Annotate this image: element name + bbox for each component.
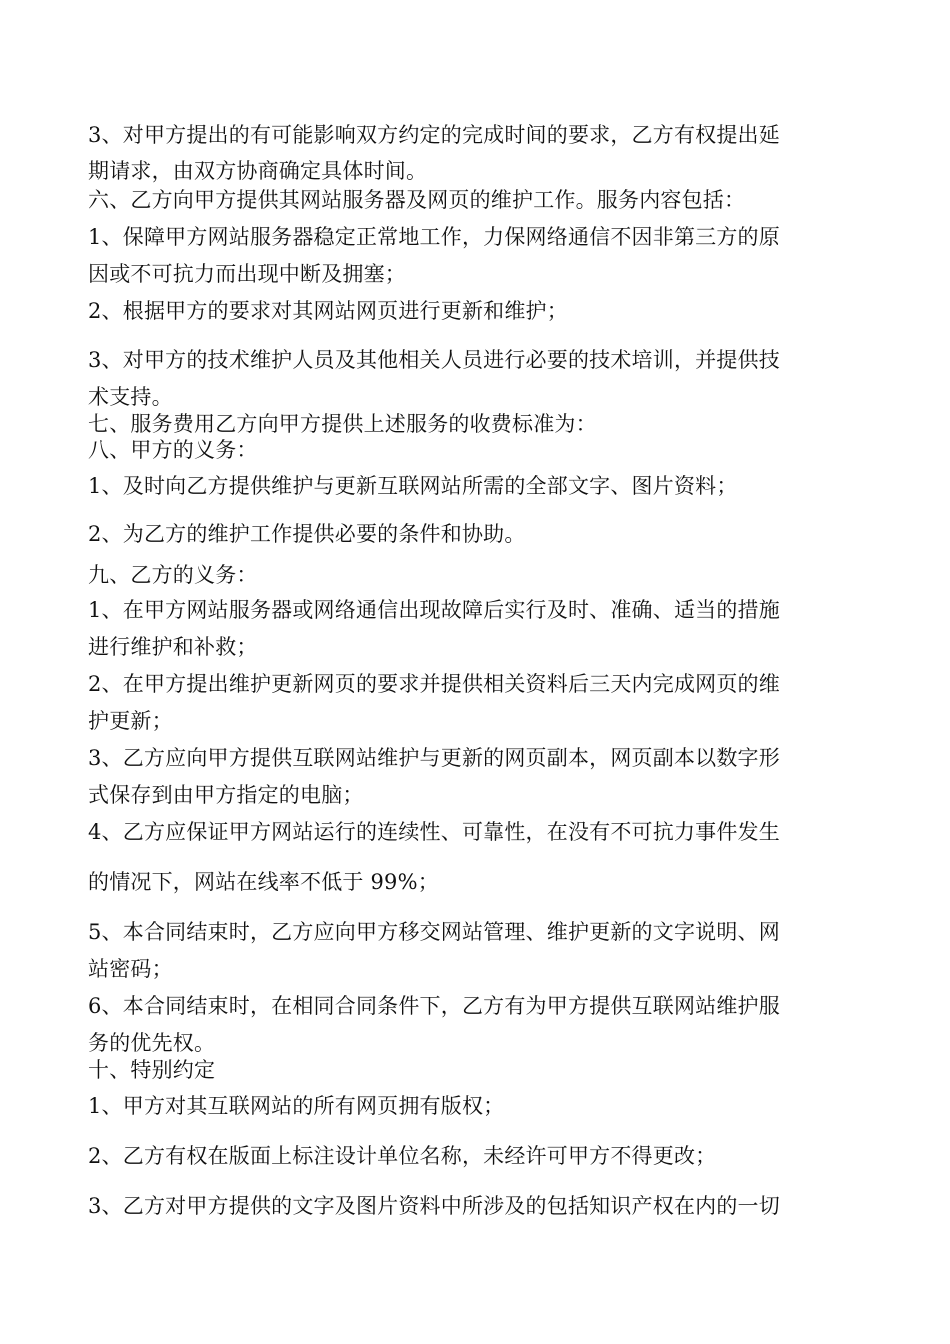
text-line: 3、对甲方的技术维护人员及其他相关人员进行必要的技术培训，并提供技 <box>88 348 780 372</box>
text-line: 的情况下，网站在线率不低于 99%； <box>88 870 439 894</box>
text-line: 站密码； <box>88 957 173 981</box>
text-line: 4、乙方应保证甲方网站运行的连续性、可靠性，在没有不可抗力事件发生 <box>88 820 780 844</box>
section-heading: 六、乙方向甲方提供其网站服务器及网页的维护工作。服务内容包括： <box>88 188 746 212</box>
text-line: 1、保障甲方网站服务器稳定正常地工作，力保网络通信不因非第三方的原 <box>88 225 780 249</box>
text-line: 5、本合同结束时，乙方应向甲方移交网站管理、维护更新的文字说明、网 <box>88 920 780 944</box>
text-line: 务的优先权。 <box>88 1031 216 1055</box>
text-line: 2、乙方有权在版面上标注设计单位名称，未经许可甲方不得更改； <box>88 1144 717 1168</box>
text-line: 6、本合同结束时，在相同合同条件下，乙方有为甲方提供互联网站维护服 <box>88 994 780 1018</box>
text-line: 术支持。 <box>88 385 173 409</box>
text-line: 进行维护和补救； <box>88 635 258 659</box>
text-line: 3、乙方应向甲方提供互联网站维护与更新的网页副本，网页副本以数字形 <box>88 746 780 770</box>
text-line: 期请求，由双方协商确定具体时间。 <box>88 159 428 183</box>
text-line: 因或不可抗力而出现中断及拥塞； <box>88 262 406 286</box>
text-line: 护更新； <box>88 709 173 733</box>
text-line: 1、甲方对其互联网站的所有网页拥有版权； <box>88 1094 505 1118</box>
text-line: 1、在甲方网站服务器或网络通信出现故障后实行及时、准确、适当的措施 <box>88 598 780 622</box>
text-line: 3、乙方对甲方提供的文字及图片资料中所涉及的包括知识产权在内的一切 <box>88 1194 780 1218</box>
section-heading: 八、甲方的义务： <box>88 438 258 462</box>
section-heading: 七、服务费用乙方向甲方提供上述服务的收费标准为： <box>88 412 597 436</box>
section-heading: 九、乙方的义务： <box>88 563 258 587</box>
text-line: 1、及时向乙方提供维护与更新互联网站所需的全部文字、图片资料； <box>88 474 738 498</box>
text-line: 2、在甲方提出维护更新网页的要求并提供相关资料后三天内完成网页的维 <box>88 672 780 696</box>
text-line: 2、根据甲方的要求对其网站网页进行更新和维护； <box>88 299 568 323</box>
text-line: 2、为乙方的维护工作提供必要的条件和协助。 <box>88 522 526 546</box>
text-line: 式保存到由甲方指定的电脑； <box>88 783 364 807</box>
text-line: 3、对甲方提出的有可能影响双方约定的完成时间的要求，乙方有权提出延 <box>88 123 780 147</box>
section-heading: 十、特别约定 <box>88 1058 216 1082</box>
